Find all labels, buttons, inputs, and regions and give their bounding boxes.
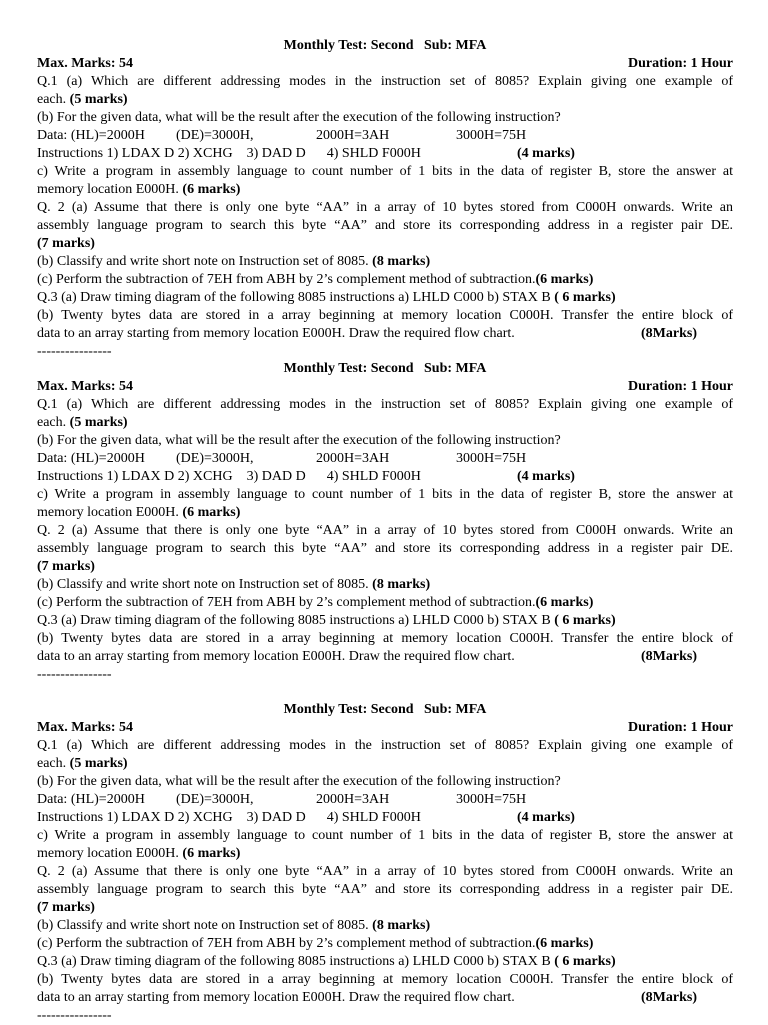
q2a-line2: assembly language program to search this byte “AA” and store its corresponding address in a register pair DE. <box>37 541 733 556</box>
data-de: (DE)=3000H, <box>176 128 254 143</box>
q1a-marks: (5 marks) <box>69 92 128 107</box>
q1a-line2: each. (5 marks) <box>37 92 128 107</box>
data-de: (DE)=3000H, <box>176 451 254 466</box>
exam-copy-2 <box>37 360 733 684</box>
data-line <box>37 791 733 809</box>
q1a-line1: Q.1 (a) Which are different addressing modes in the instruction set of 8085? Explain giving one example of <box>37 397 733 412</box>
q2c-marks: (6 marks) <box>535 272 594 287</box>
q1a-marks: (5 marks) <box>69 415 128 430</box>
duration: Duration: 1 Hour <box>628 379 733 394</box>
data-2000: 2000H=3AH <box>316 128 390 143</box>
q2b: (b) Classify and write short note on Instruction set of 8085. (8 marks) <box>37 254 431 269</box>
duration: Duration: 1 Hour <box>628 720 733 735</box>
q3b-line1: (b) Twenty bytes data are stored in a array beginning at memory location C000H. Transfer the entire block of <box>37 308 733 323</box>
data-3000: 3000H=75H <box>456 792 527 807</box>
max-marks: Max. Marks: 54 <box>37 379 134 394</box>
q3b-marks: (8Marks) <box>641 326 697 341</box>
q3a-marks: ( 6 marks) <box>554 613 616 628</box>
q2a-line1: Q. 2 (a) Assume that there is only one byte “AA” in a array of 10 bytes stored from C000H onwards. Write an <box>37 864 733 879</box>
q1c-marks: (6 marks) <box>182 846 241 861</box>
q1a-line2: each. (5 marks) <box>37 415 128 430</box>
exam-copy-3 <box>37 701 733 1025</box>
q3b-line1: (b) Twenty bytes data are stored in a array beginning at memory location C000H. Transfer the entire block of <box>37 631 733 646</box>
exam-copy-1 <box>37 37 733 361</box>
q2c: (c) Perform the subtraction of 7EH from ABH by 2’s complement method of subtraction.(6 marks) <box>37 272 594 287</box>
q2a-line1: Q. 2 (a) Assume that there is only one byte “AA” in a array of 10 bytes stored from C000H onwards. Write an <box>37 523 733 538</box>
instructions-line <box>37 809 733 827</box>
exam-title: Monthly Test: Second Sub: MFA <box>283 702 487 717</box>
q3b-line2: data to an array starting from memory location E000H. Draw the required flow chart. (8Marks) <box>37 990 697 1005</box>
q2a-marks: (7 marks) <box>37 559 95 574</box>
q2a-marks-line <box>37 235 733 253</box>
q1c-line2: memory location E000H. (6 marks) <box>37 846 241 861</box>
q1a-line2: each. (5 marks) <box>37 756 128 771</box>
q1c-marks: (6 marks) <box>182 505 241 520</box>
q3a: Q.3 (a) Draw timing diagram of the following 8085 instructions a) LHLD C000 b) STAX B ( 6 marks) <box>37 290 616 305</box>
q3b-line1: (b) Twenty bytes data are stored in a array beginning at memory location C000H. Transfer the entire block of <box>37 972 733 987</box>
exam-title: Monthly Test: Second Sub: MFA <box>283 38 487 53</box>
q2b: (b) Classify and write short note on Instruction set of 8085. (8 marks) <box>37 918 431 933</box>
data-hl: Data: (HL)=2000H <box>37 792 145 807</box>
q2c-marks: (6 marks) <box>535 936 594 951</box>
separator: ---------------- <box>37 344 112 359</box>
q3b-line2: data to an array starting from memory location E000H. Draw the required flow chart. (8Marks) <box>37 649 697 664</box>
q2b-marks: (8 marks) <box>372 918 431 933</box>
instructions-marks: (4 marks) <box>517 810 575 825</box>
q3a-marks: ( 6 marks) <box>554 954 616 969</box>
q1b: (b) For the given data, what will be the result after the execution of the following instruction? <box>37 774 561 789</box>
instructions-line <box>37 145 733 163</box>
q3a: Q.3 (a) Draw timing diagram of the following 8085 instructions a) LHLD C000 b) STAX B ( 6 marks) <box>37 954 616 969</box>
q1a-line1: Q.1 (a) Which are different addressing modes in the instruction set of 8085? Explain giving one example of <box>37 738 733 753</box>
q1c-marks: (6 marks) <box>182 182 241 197</box>
duration: Duration: 1 Hour <box>628 56 733 71</box>
q2a-marks-line <box>37 899 733 917</box>
max-marks: Max. Marks: 54 <box>37 720 134 735</box>
q2b-marks: (8 marks) <box>372 254 431 269</box>
q2c: (c) Perform the subtraction of 7EH from ABH by 2’s complement method of subtraction.(6 marks) <box>37 595 594 610</box>
q2b: (b) Classify and write short note on Instruction set of 8085. (8 marks) <box>37 577 431 592</box>
q2b-marks: (8 marks) <box>372 577 431 592</box>
instructions-text: Instructions 1) LDAX D 2) XCHG 3) DAD D 4) SHLD F000H <box>37 469 421 484</box>
data-line <box>37 127 733 145</box>
instructions-text: Instructions 1) LDAX D 2) XCHG 3) DAD D 4) SHLD F000H <box>37 146 421 161</box>
q2c: (c) Perform the subtraction of 7EH from ABH by 2’s complement method of subtraction.(6 marks) <box>37 936 594 951</box>
separator: ---------------- <box>37 667 112 682</box>
q2a-line2: assembly language program to search this byte “AA” and store its corresponding address in a register pair DE. <box>37 882 733 897</box>
data-hl: Data: (HL)=2000H <box>37 128 145 143</box>
q2a-line1: Q. 2 (a) Assume that there is only one byte “AA” in a array of 10 bytes stored from C000H onwards. Write an <box>37 200 733 215</box>
q2a-marks: (7 marks) <box>37 236 95 251</box>
separator: ---------------- <box>37 1008 112 1023</box>
data-2000: 2000H=3AH <box>316 792 390 807</box>
instructions-marks: (4 marks) <box>517 469 575 484</box>
q1b: (b) For the given data, what will be the result after the execution of the following instruction? <box>37 110 561 125</box>
q1c-line2: memory location E000H. (6 marks) <box>37 182 241 197</box>
data-3000: 3000H=75H <box>456 128 527 143</box>
q3b-marks: (8Marks) <box>641 990 697 1005</box>
data-de: (DE)=3000H, <box>176 792 254 807</box>
q2c-marks: (6 marks) <box>535 595 594 610</box>
q3a: Q.3 (a) Draw timing diagram of the following 8085 instructions a) LHLD C000 b) STAX B ( 6 marks) <box>37 613 616 628</box>
exam-header <box>37 378 733 396</box>
instructions-text: Instructions 1) LDAX D 2) XCHG 3) DAD D 4) SHLD F000H <box>37 810 421 825</box>
max-marks: Max. Marks: 54 <box>37 56 134 71</box>
q1c-line1: c) Write a program in assembly language to count number of 1 bits in the data of register B, store the answer at <box>37 487 733 502</box>
q1c-line1: c) Write a program in assembly language to count number of 1 bits in the data of register B, store the answer at <box>37 828 733 843</box>
q1c-line2: memory location E000H. (6 marks) <box>37 505 241 520</box>
q1a-marks: (5 marks) <box>69 756 128 771</box>
data-hl: Data: (HL)=2000H <box>37 451 145 466</box>
q3a-marks: ( 6 marks) <box>554 290 616 305</box>
exam-title: Monthly Test: Second Sub: MFA <box>283 361 487 376</box>
q1a-line1: Q.1 (a) Which are different addressing modes in the instruction set of 8085? Explain giving one example of <box>37 74 733 89</box>
q3b-line2: data to an array starting from memory location E000H. Draw the required flow chart. (8Marks) <box>37 326 697 341</box>
data-line <box>37 450 733 468</box>
exam-header <box>37 719 733 737</box>
q1c-line1: c) Write a program in assembly language to count number of 1 bits in the data of register B, store the answer at <box>37 164 733 179</box>
data-3000: 3000H=75H <box>456 451 527 466</box>
q3b-marks: (8Marks) <box>641 649 697 664</box>
q2a-line2: assembly language program to search this byte “AA” and store its corresponding address in a register pair DE. <box>37 218 733 233</box>
instructions-marks: (4 marks) <box>517 146 575 161</box>
data-2000: 2000H=3AH <box>316 451 390 466</box>
q2a-marks: (7 marks) <box>37 900 95 915</box>
q2a-marks-line <box>37 558 733 576</box>
exam-header <box>37 55 733 73</box>
instructions-line <box>37 468 733 486</box>
q1b: (b) For the given data, what will be the result after the execution of the following instruction? <box>37 433 561 448</box>
